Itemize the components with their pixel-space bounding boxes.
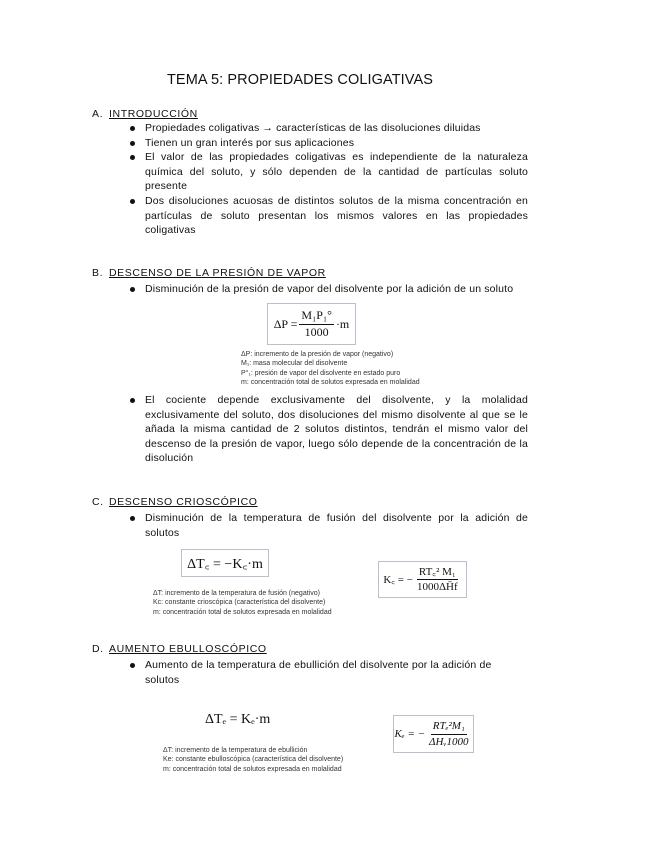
formula-denominator: ΔHᵥ1000 xyxy=(429,735,469,748)
legend-line: P°₁: presión de vapor del disolvente en estado puro xyxy=(241,369,401,377)
section-title: DESCENSO CRIOSCÓPICO xyxy=(109,496,258,508)
bullet-item: Dos disoluciones acuosas de distintos solutos de la misma concentración en partículas de soluto presentan los mismos valores en las propiedades coligativas xyxy=(128,194,528,238)
bullet-item: El cociente depende exclusivamente del disolvente, y la molalidad exclusivamente del soluto, dos disoluciones del mismo disolvente al que se le añada la misma cantidad de 2 solutos distintos, tendrán el mismo valor del descenso de la presión de vapor, luego sólo depende de la concentración de la disolución xyxy=(128,393,528,466)
section-d-legend xyxy=(163,746,343,774)
legend-line: ΔT: incremento de la temperatura de ebullición xyxy=(163,747,308,754)
formula-lhs: ΔP = xyxy=(273,316,298,331)
formula-cryoscopic-constant xyxy=(378,561,467,598)
formula-lhs: K꜀ = − xyxy=(383,574,413,586)
section-b-bullet-1 xyxy=(128,282,528,297)
legend-line: ΔT: incremento de la temperatura de fusión (negativo) xyxy=(153,590,320,597)
legend-line: ΔP: incremento de la presión de vapor (negativo) xyxy=(241,351,394,358)
page-title: TEMA 5: PROPIEDADES COLIGATIVAS xyxy=(166,72,434,88)
bullet-item: Disminución de la temperatura de fusión del disolvente por la adición de solutos xyxy=(128,511,528,540)
formula-fraction xyxy=(299,309,334,338)
formula-numerator: RTₑ²M₁ xyxy=(431,720,467,734)
section-c-bullets xyxy=(128,511,528,540)
legend-line: Kc: constante crioscópica (característica del disolvente) xyxy=(153,599,326,607)
section-letter: D. xyxy=(92,643,104,655)
legend-line: m: concentración total de solutos expresada en molalidad xyxy=(153,608,332,616)
legend-line: M₁: masa molecular del disolvente xyxy=(241,360,348,368)
formula-denominator: 1000ΔH̄f xyxy=(416,581,458,593)
formula-cryoscopic xyxy=(181,549,269,577)
section-letter: A. xyxy=(92,108,104,120)
bullet-item: Tienen un gran interés por sus aplicaciones xyxy=(128,136,528,151)
formula-vapor-pressure xyxy=(267,303,356,345)
formula-fraction xyxy=(427,720,470,747)
formula-denominator: 1000 xyxy=(304,324,329,339)
section-title: DESCENSO DE LA PRESIÓN DE VAPOR xyxy=(109,267,326,279)
bullet-item: El valor de las propiedades coligativas es independiente de la naturaleza química del soluto, y sólo dependen de la cantidad de partículas soluto presente xyxy=(128,150,528,194)
formula-ebullioscopic-constant xyxy=(393,715,474,753)
bullet-item: Propiedades coligativas → características de las disoluciones diluidas xyxy=(128,121,528,136)
formula-lhs: Kₑ = − xyxy=(394,728,426,740)
section-title: AUMENTO EBULLOSCÓPICO xyxy=(109,643,267,655)
section-b-legend xyxy=(241,350,420,387)
section-a-bullets xyxy=(128,121,528,238)
legend-line: m: concentración total de solutos expresada en molalidad xyxy=(163,765,342,773)
formula-fraction xyxy=(415,566,460,593)
legend-line: m: concentración total de solutos expresada en molalidad xyxy=(241,378,420,386)
formula-numerator: M₁P₁° xyxy=(299,309,334,324)
formula-numerator: RT꜀² M₁ xyxy=(417,566,458,580)
section-b-bullet-2 xyxy=(128,393,528,466)
formula-text: ΔT꜀ = −K꜀·m xyxy=(187,556,263,572)
section-c-heading xyxy=(92,496,258,508)
section-b-heading xyxy=(92,267,326,279)
section-d-heading xyxy=(92,643,267,655)
formula-rhs: ·m xyxy=(335,316,350,331)
legend-line: Ke: constante ebulloscópica (característica del disolvente) xyxy=(163,756,344,764)
section-d-bullets xyxy=(128,658,528,687)
bullet-item: Aumento de la temperatura de ebullición del disolvente por la adición de solutos xyxy=(128,658,528,687)
section-title: INTRODUCCIÓN xyxy=(109,108,198,120)
section-a-heading xyxy=(92,108,198,120)
section-letter: C. xyxy=(92,496,104,508)
section-letter: B. xyxy=(92,267,104,279)
bullet-item: Disminución de la presión de vapor del disolvente por la adición de un soluto xyxy=(128,282,528,297)
section-c-legend xyxy=(153,589,332,617)
formula-ebullioscopic: ΔTₑ = Kₑ·m xyxy=(205,712,271,727)
